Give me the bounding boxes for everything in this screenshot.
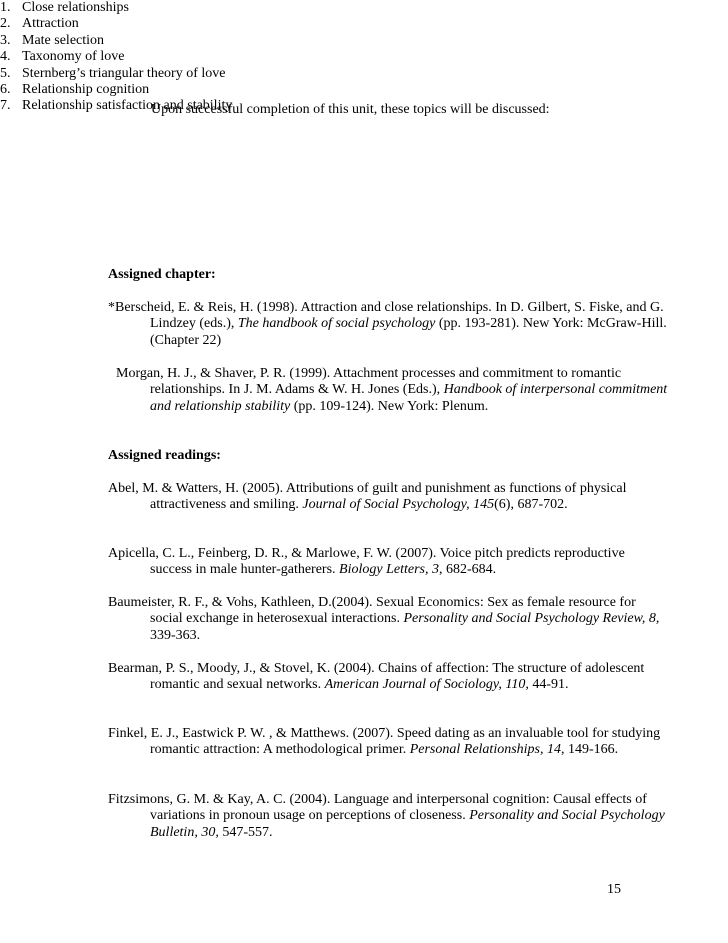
- list-item: 6. Relationship cognition: [0, 82, 150, 98]
- list-item: 2. Attraction: [0, 16, 79, 32]
- list-item: 3. Mate selection: [0, 32, 105, 48]
- intro-text: Upon successful completion of this unit, these topics will be discussed:: [151, 102, 550, 117]
- reference-entry: Fitzsimons, G. M. & Kay, A. C. (2004). Language and interpersonal cognition: Causal effects of variations in pronoun usage on perceptions of closeness. Personality and Social Psychology Bulletin, 30, 547-557.: [108, 792, 665, 840]
- reference-entry: Apicella, C. L., Feinberg, D. R., & Marlowe, F. W. (2007). Voice pitch predicts reproductive success in male hunter-gatherers. Biology Letters, 3, 682-684.: [108, 546, 625, 578]
- list-item: 5. Sternberg’s triangular theory of love: [0, 65, 226, 81]
- topic-list: [0, 0, 470, 115]
- reference-entry: Finkel, E. J., Eastwick P. W. , & Matthews. (2007). Speed dating as an invaluable tool for studying romantic attraction: A methodological primer. Personal Relationships, 14, 149-166.: [108, 726, 661, 758]
- assigned-chapter-heading: Assigned chapter:: [108, 267, 216, 282]
- assigned-readings-heading: Assigned readings:: [108, 448, 221, 463]
- page-number: 15: [607, 882, 621, 897]
- list-item: 1. Close relationships: [0, 0, 129, 15]
- reference-entry: Abel, M. & Watters, H. (2005). Attributions of guilt and punishment as functions of physical attractiveness and smiling. Journal of Social Psychology, 145(6), 687-702.: [108, 481, 627, 513]
- reference-entry: Bearman, P. S., Moody, J., & Stovel, K. (2004). Chains of affection: The structure of adolescent romantic and sexual networks. American Journal of Sociology, 110, 44-91.: [108, 661, 645, 693]
- list-item: 7. Relationship satisfaction and stability: [0, 98, 233, 114]
- list-item: 4. Taxonomy of love: [0, 49, 125, 65]
- reference-entry: *Berscheid, E. & Reis, H. (1998). Attraction and close relationships. In D. Gilbert, S. Fiske, and G. Lindzey (eds.), The handbook of social psychology (pp. 193-281). New York: McGraw-Hill. (Chapter 22): [108, 300, 667, 348]
- reference-entry: Morgan, H. J., & Shaver, P. R. (1999). Attachment processes and commitment to romantic relationships. In J. M. Adams & W. H. Jones (Eds.), Handbook of interpersonal commitment and relationship stability (pp. 109-124). New York: Plenum.: [116, 366, 668, 414]
- reference-entry: Baumeister, R. F., & Vohs, Kathleen, D.(2004). Sexual Economics: Sex as female resource for social exchange in heterosexual interactions. Personality and Social Psychology Review, 8, 339-363.: [108, 595, 660, 643]
